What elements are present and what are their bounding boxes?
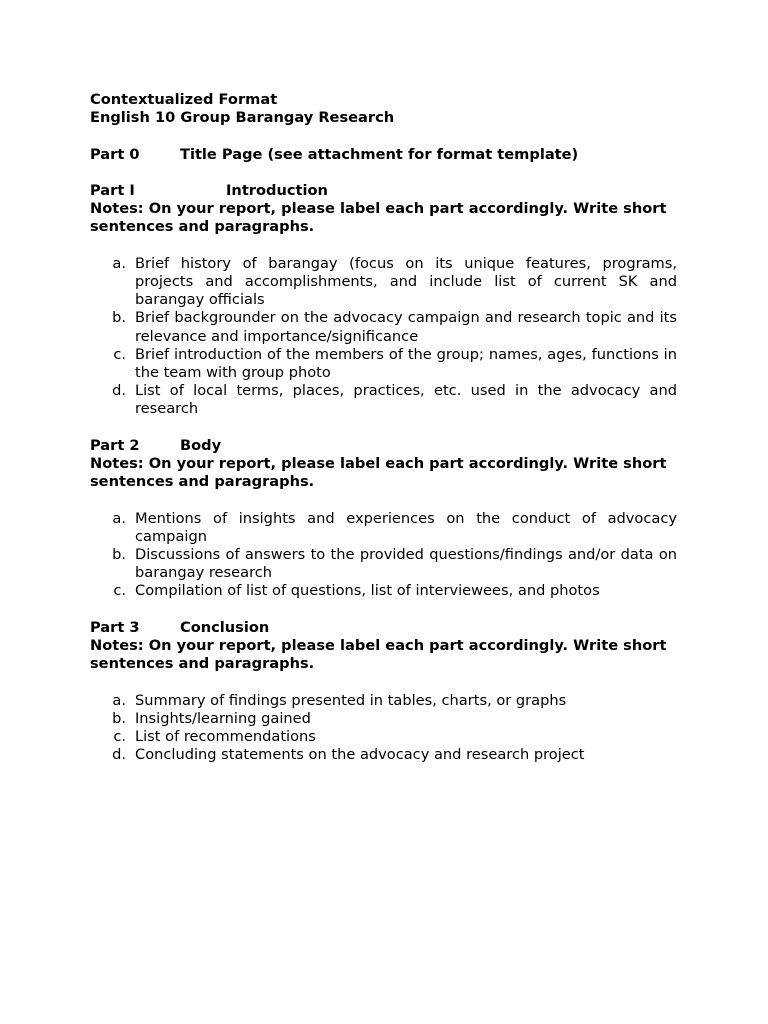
part2-heading — [90, 437, 677, 455]
part1-title: Introduction — [226, 181, 328, 199]
list-item: b. Insights/learning gained — [112, 709, 311, 727]
list-item: d. List of local terms, places, practices, etc. used in the advocacy and research — [112, 382, 677, 418]
list-item: a. Mentions of insights and experiences on the conduct of advocacy campaign — [112, 509, 677, 545]
part0-number: Part 0 — [90, 145, 140, 163]
part1-number: Part I — [90, 181, 135, 199]
list-item: d. Concluding statements on the advocacy and research project — [112, 746, 585, 764]
part1-notes: Notes: On your report, please label each part accordingly. Write short sentences and paragraphs. — [90, 200, 667, 236]
part1-list — [90, 255, 677, 419]
doc-header-line1: Contextualized Format — [90, 91, 278, 108]
part2-notes: Notes: On your report, please label each part accordingly. Write short sentences and paragraphs. — [90, 455, 667, 491]
part3-number: Part 3 — [90, 618, 140, 636]
part3-notes: Notes: On your report, please label each part accordingly. Write short sentences and paragraphs. — [90, 637, 667, 673]
list-item: a. Summary of findings presented in tables, charts, or graphs — [112, 691, 567, 709]
part3-list — [90, 692, 677, 765]
list-item: c. Brief introduction of the members of the group; names, ages, functions in the team with group photo — [113, 345, 677, 381]
part1-heading — [90, 182, 677, 200]
part3-heading — [90, 619, 677, 637]
part2-title: Body — [180, 436, 222, 454]
list-item: c. Compilation of list of questions, list of interviewees, and photos — [113, 582, 600, 600]
part0-heading — [90, 146, 677, 164]
list-item: b. Brief backgrounder on the advocacy campaign and research topic and its relevance and importance/significance — [112, 309, 677, 345]
part3-title: Conclusion — [180, 618, 270, 636]
list-item: a. Brief history of barangay (focus on its unique features, programs, projects and accomplishments, and include list of current SK and barangay officials — [112, 254, 677, 309]
part0-title: Title Page (see attachment for format template) — [180, 145, 579, 163]
part2-number: Part 2 — [90, 436, 140, 454]
part2-list — [90, 510, 677, 601]
document-body — [90, 91, 677, 764]
list-item: c. List of recommendations — [113, 728, 316, 745]
list-item: b. Discussions of answers to the provided questions/findings and/or data on barangay research — [112, 546, 677, 582]
doc-header-line2: English 10 Group Barangay Research — [90, 109, 395, 127]
